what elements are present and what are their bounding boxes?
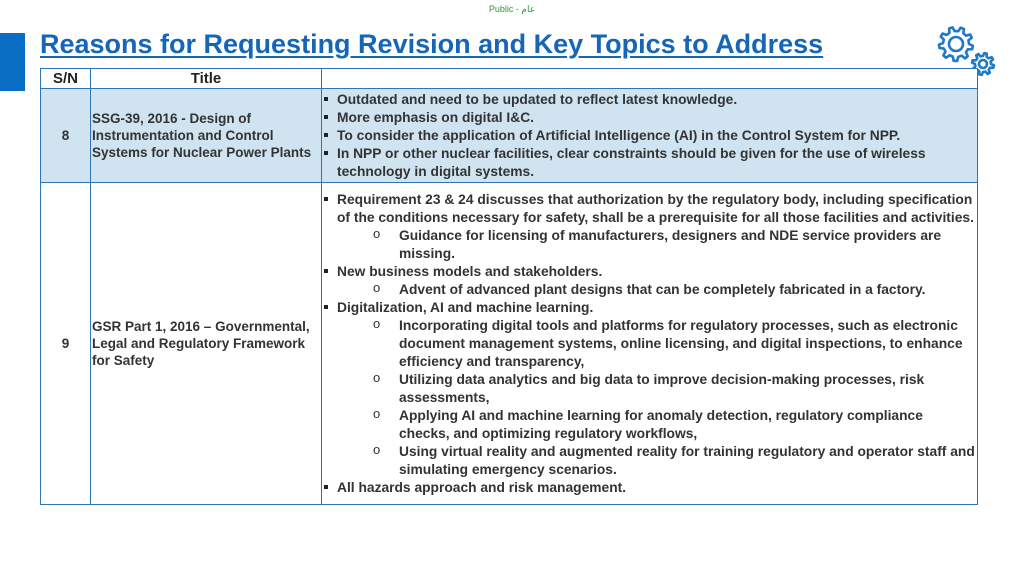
square-bullet-icon <box>324 133 328 137</box>
page-title: Reasons for Requesting Revision and Key Topics to Address <box>40 29 824 59</box>
row-content <box>322 183 978 505</box>
sub-bullet-item: o Applying AI and machine learning for anomaly detection, regulatory compliance checks, and optimizing regulatory workflows, <box>373 405 923 441</box>
table-row <box>41 89 978 183</box>
circle-bullet-icon: o <box>373 315 381 331</box>
sub-bullet-item: o Advent of advanced plant designs that can be completely fabricated in a factory. <box>373 279 926 297</box>
bullet-item: Digitalization, AI and machine learning. o Incorporating digital tools and platforms for regulatory processes, such as electronic document management systems, online licensing, and digital inspections, to enhance efficiency and transparency, o Utilizing data analytics and big data to improve decision-making processes, risk assessments, o Applying AI and machine learning for anomaly detection, regulatory compliance checks, and optimizing regulatory workflows, o Using virtual reality and augmented reality for training regulatory and operator staff and simulating emergency scenarios. <box>323 299 976 479</box>
sub-bullet-list <box>337 281 976 299</box>
header-sn: S/N <box>41 69 91 89</box>
bullet-list <box>323 91 976 181</box>
square-bullet-icon <box>324 269 328 273</box>
square-bullet-icon <box>324 305 328 309</box>
header-content <box>322 69 978 89</box>
square-bullet-icon <box>324 97 328 101</box>
row-content <box>322 89 978 183</box>
row-sn: 9 <box>41 183 91 505</box>
circle-bullet-icon: o <box>373 225 381 241</box>
square-bullet-icon <box>324 151 328 155</box>
header-title: Title <box>91 69 322 89</box>
sub-bullet-item: o Incorporating digital tools and platforms for regulatory processes, such as electronic document management systems, online licensing, and digital inspections, to enhance efficiency and transparency, <box>373 315 963 369</box>
bullet-item: To consider the application of Artificial Intelligence (AI) in the Control System for NPP. <box>323 127 976 145</box>
revision-table <box>40 68 978 505</box>
table-header-row <box>41 69 978 89</box>
sub-bullet-item: o Guidance for licensing of manufacturers, designers and NDE service providers are missing. <box>373 225 942 261</box>
sub-bullet-item: o Using virtual reality and augmented reality for training regulatory and operator staff and simulating emergency scenarios. <box>373 441 975 477</box>
classification-label: Public - عام <box>488 4 536 14</box>
row-title: SSG-39, 2016 - Design of Instrumentation and Control Systems for Nuclear Power Plants <box>91 89 322 183</box>
bullet-item: New business models and stakeholders. o Advent of advanced plant designs that can be completely fabricated in a factory. <box>323 263 976 299</box>
bullet-item: Requirement 23 & 24 discusses that authorization by the regulatory body, including specification of the conditions necessary for safety, shall be a prerequisite for all those facilities and activities. o Guidance for licensing of manufacturers, designers and NDE service providers are missing. <box>323 191 976 263</box>
circle-bullet-icon: o <box>373 279 381 295</box>
circle-bullet-icon: o <box>373 441 381 457</box>
bullet-item: All hazards approach and risk management. <box>323 479 976 497</box>
circle-bullet-icon: o <box>373 405 381 421</box>
sub-bullet-list <box>337 317 976 479</box>
row-title: GSR Part 1, 2016 – Governmental, Legal and Regulatory Framework for Safety <box>91 183 322 505</box>
square-bullet-icon <box>324 115 328 119</box>
table-row <box>41 183 978 505</box>
square-bullet-icon <box>324 485 328 489</box>
bullet-list <box>323 191 976 497</box>
sub-bullet-item: o Utilizing data analytics and big data to improve decision-making processes, risk assessments, <box>373 369 925 405</box>
bullet-item: More emphasis on digital I&C. <box>323 109 976 127</box>
square-bullet-icon <box>324 197 328 201</box>
bullet-item: Outdated and need to be updated to reflect latest knowledge. <box>323 91 976 109</box>
row-sn: 8 <box>41 89 91 183</box>
accent-bar <box>0 33 25 91</box>
bullet-item: In NPP or other nuclear facilities, clear constraints should be given for the use of wireless technology in digital systems. <box>323 145 976 181</box>
circle-bullet-icon: o <box>373 369 381 385</box>
sub-bullet-list <box>337 227 976 263</box>
